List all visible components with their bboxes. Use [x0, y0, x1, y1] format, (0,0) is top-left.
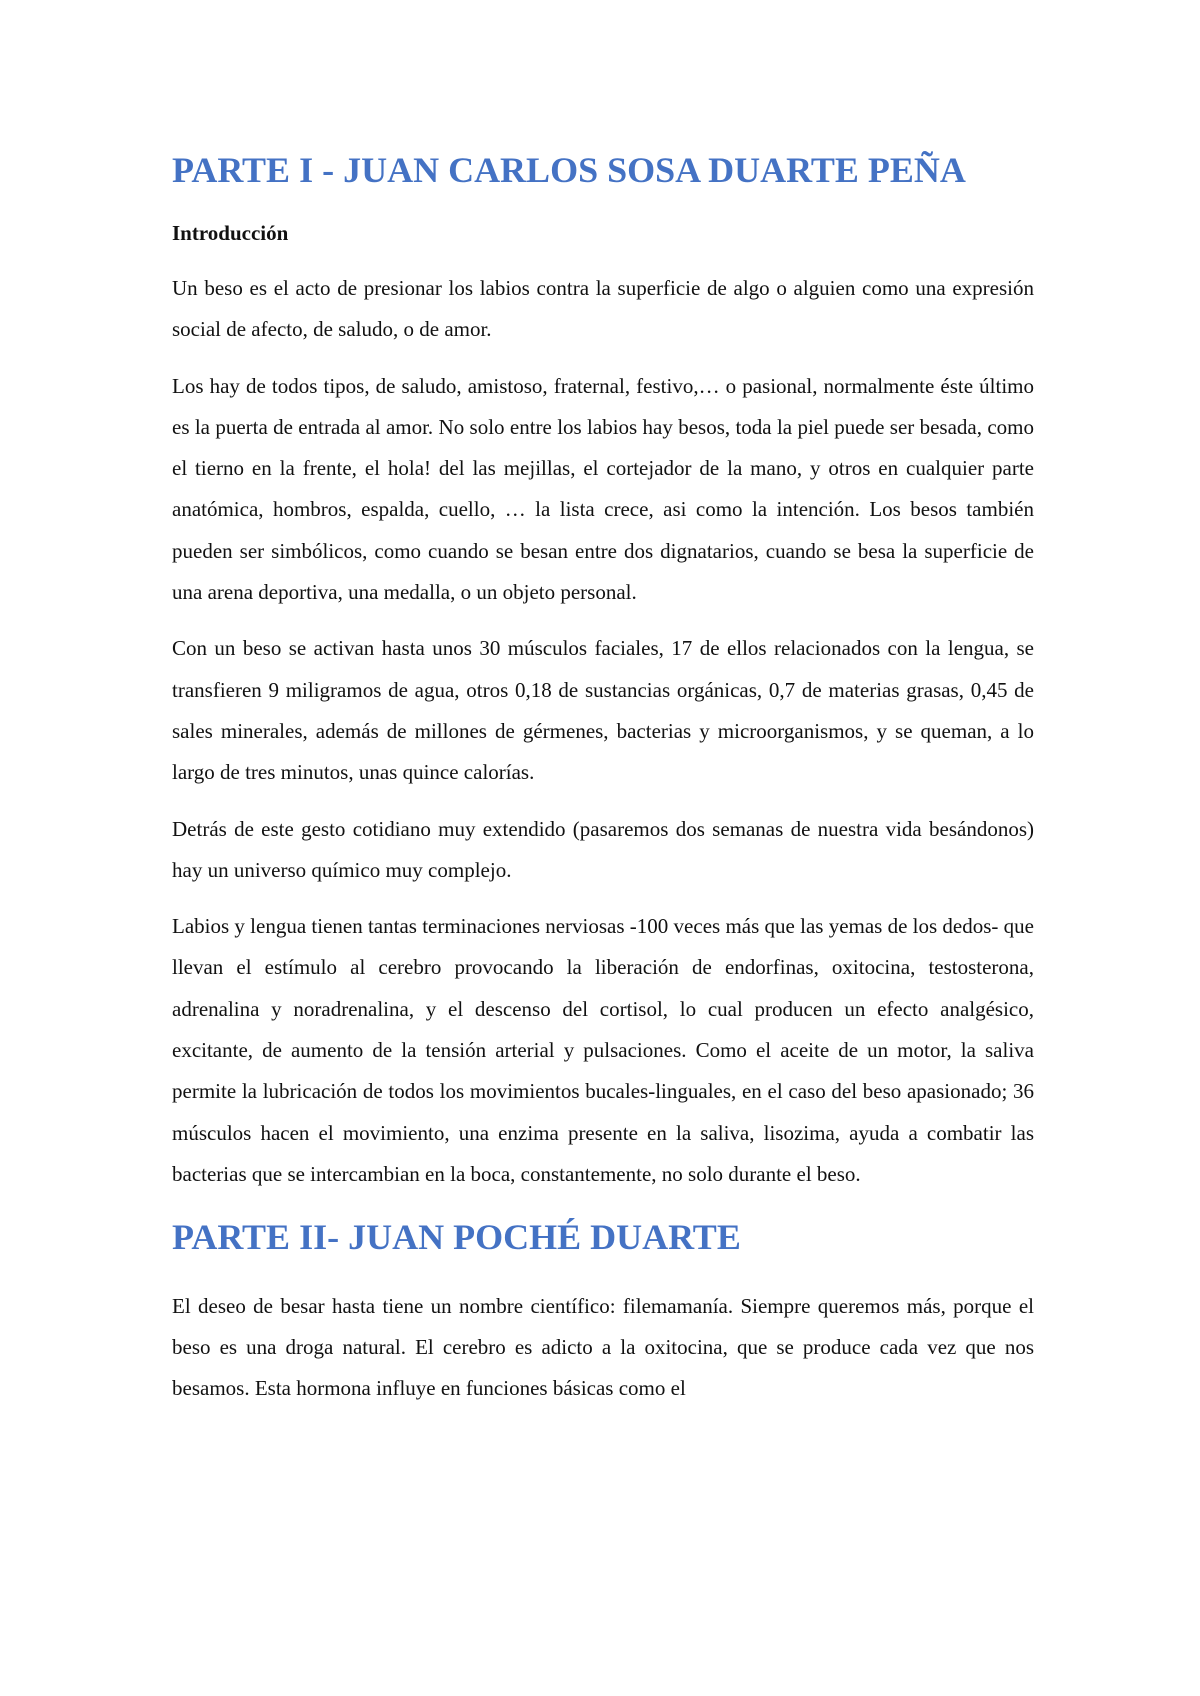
paragraph: El deseo de besar hasta tiene un nombre científico: filemamanía. Siempre queremos más, porque el beso es una droga natural. El cerebro es adicto a la oxitocina, que se produce cada vez que nos besamos. Esta hormona influye en funciones básicas como el [172, 1293, 1034, 1401]
introduction-subheading: Introducción [172, 220, 289, 245]
paragraph: Los hay de todos tipos, de saludo, amistoso, fraternal, festivo,… o pasional, normalmente éste último es la puerta de entrada al amor. No solo entre los labios hay besos, toda la piel puede ser besada, como el tierno en la frente, el hola! del las mejillas, el cortejador de la mano, y otros en cualquier parte anatómica, hombros, espalda, cuello, … la lista crece, asi como la intención. Los besos también pueden ser simbólicos, como cuando se besan entre dos dignatarios, cuando se besa la superficie de una arena deportiva, una medalla, o un objeto personal. [172, 373, 1034, 605]
paragraph: Detrás de este gesto cotidiano muy extendido (pasaremos dos semanas de nuestra vida besándonos) hay un universo químico muy complejo. [172, 816, 1034, 882]
paragraph: Labios y lengua tienen tantas terminaciones nerviosas -100 veces más que las yemas de los dedos- que llevan el estímulo al cerebro provocando la liberación de endorfinas, oxitocina, testosterona, adrenalina y noradrenalina, y el descenso del cortisol, lo cual producen un efecto analgésico, excitante, de aumento de la tensión arterial y pulsaciones. Como el aceite de un motor, la saliva permite la lubricación de todos los movimientos bucales-linguales, en el caso del beso apasionado; 36 músculos hacen el movimiento, una enzima presente en la saliva, lisozima, ayuda a combatir las bacterias que se intercambian en la boca, constantemente, no solo durante el beso. [172, 914, 1034, 1186]
document-page [172, 130, 1034, 1425]
part-1-heading: PARTE I - JUAN CARLOS SOSA DUARTE PEÑA [172, 150, 966, 190]
paragraph: Un beso es el acto de presionar los labios contra la superficie de algo o alguien como una expresión social de afecto, de saludo, o de amor. [172, 275, 1034, 342]
part-2-heading: PARTE II- JUAN POCHÉ DUARTE [172, 1217, 741, 1258]
paragraph: Con un beso se activan hasta unos 30 músculos faciales, 17 de ellos relacionados con la lengua, se transfieren 9 miligramos de agua, otros 0,18 de sustancias orgánicas, 0,7 de materias grasas, 0,45 de sales minerales, además de millones de gérmenes, bacterias y microorganismos, y se queman, a lo largo de tres minutos, unas quince calorías. [172, 636, 1034, 785]
